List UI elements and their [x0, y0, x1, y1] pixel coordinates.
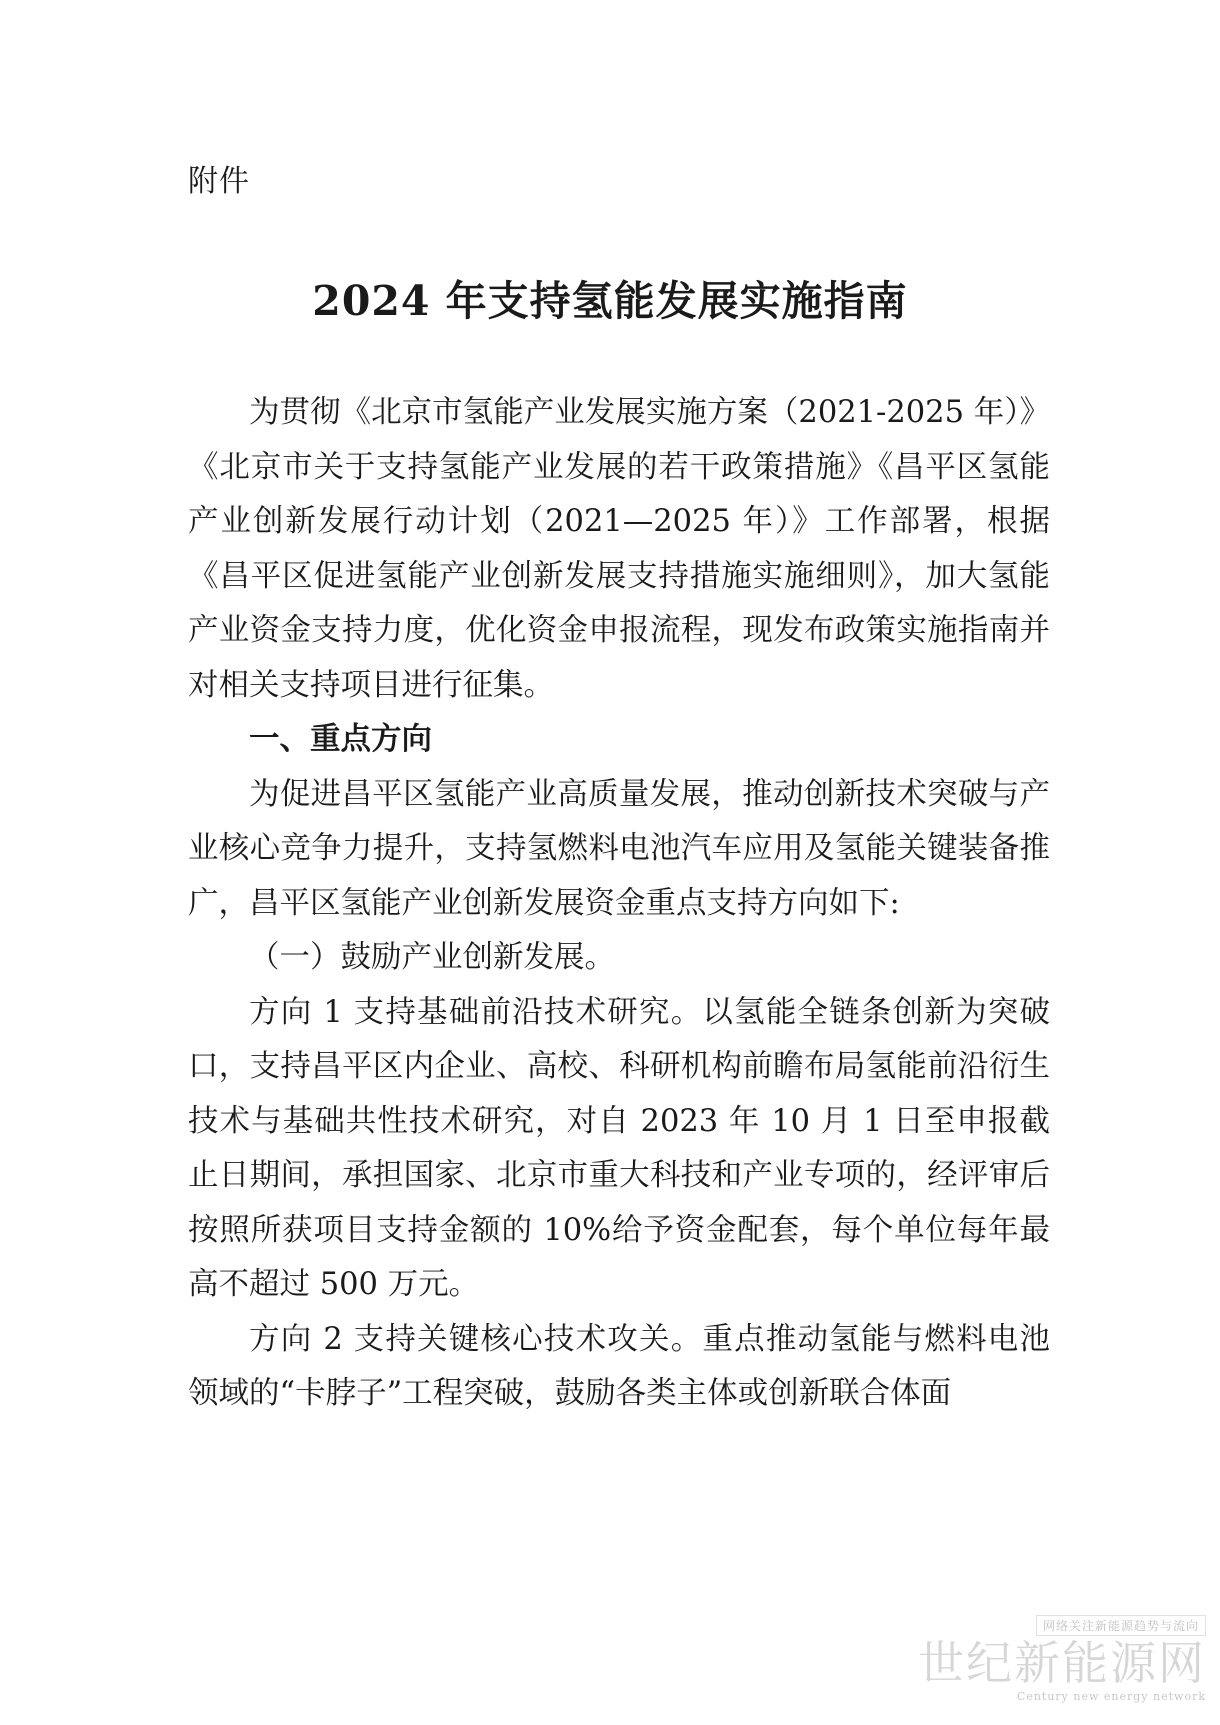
site-watermark: [906, 1615, 1206, 1715]
watermark-english-name: Century new energy network: [1016, 1690, 1206, 1703]
document-title: 2024 年支持氢能发展实施指南: [312, 277, 908, 325]
section-intro-paragraph: 为促进昌平区氢能产业高质量发展，推动创新技术突破与产业核心竞争力提升，支持氢燃料电池汽车应用及氢能关键装备推广，昌平区氢能产业创新发展资金重点支持方向如下:: [188, 776, 1050, 921]
section-heading-key-directions: 一、重点方向: [249, 722, 432, 757]
direction-1-paragraph: 方向 1 支持基础前沿技术研究。以氢能全链条创新为突破口，支持昌平区内企业、高校、科研机构前瞻布局氢能前沿衍生技术与基础共性技术研究，对自 2023 年 10 月 1 日至申报截止日期间，承担国家、北京市重大科技和产业专项的，经评审后按照所获项目支持金额的 10%给予资金配套，每个单位每年最高不超过 500 万元。: [188, 994, 1050, 1302]
attachment-label: 附件: [188, 164, 250, 199]
subsection-heading-innovation: （一）鼓励产业创新发展。: [249, 940, 615, 975]
watermark-logo-text: 世纪新能源网: [918, 1636, 1206, 1690]
watermark-tagline: 网络关注新能源趋势与流向: [1036, 1615, 1206, 1636]
direction-2-paragraph: 方向 2 支持关键核心技术攻关。重点推动氢能与燃料电池领域的“卡脖子”工程突破，鼓励各类主体或创新联合体面: [188, 1321, 1050, 1411]
document-body: [188, 386, 1050, 1422]
intro-paragraph: 为贯彻《北京市氢能产业发展实施方案（2021-2025 年）》《北京市关于支持氢能产业发展的若干政策措施》《昌平区氢能产业创新发展行动计划（2021—2025 年）》工作部署，根据《昌平区促进氢能产业创新发展支持措施实施细则》，加大氢能产业资金支持力度，优化资金申报流程，现发布政策实施指南并对相关支持项目进行征集。: [188, 395, 1050, 703]
